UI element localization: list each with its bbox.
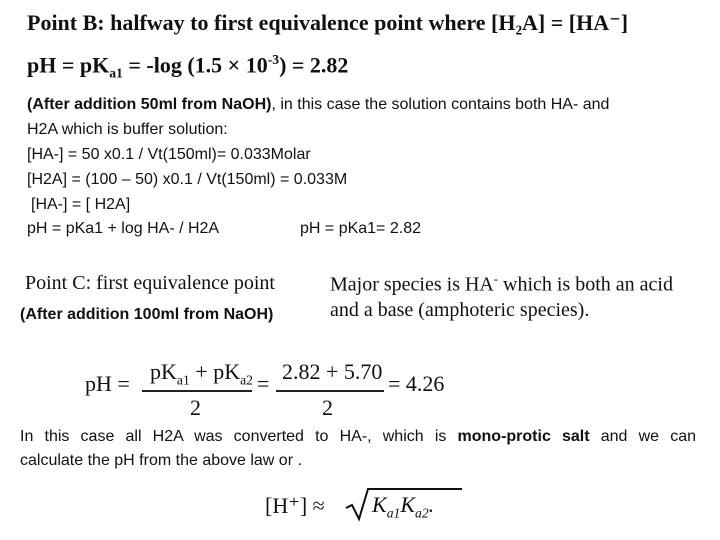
eq-ph: pH = (85, 371, 130, 396)
species-sup: - (493, 272, 498, 286)
conclusion-bold: mono-protic salt (457, 428, 590, 445)
conclusion-line2: calculate the pH from the above law or . (20, 452, 302, 469)
fraction-bar-1 (142, 390, 252, 392)
point-b-heading: Point B: halfway to first equivalence point where [H₂A] = [HA⁻] (27, 10, 629, 35)
explanation-b-bold: (After addition 50ml from NaOH) (27, 96, 272, 113)
point-c-addition-note: (After addition 100ml from NaOH) (20, 306, 274, 323)
sqrt-radicand (372, 492, 434, 521)
pk-a2: pK (213, 359, 241, 384)
pk-a1: pK (150, 359, 177, 384)
eq-denominator-1: 2 (190, 395, 201, 420)
formula-sup: -3 (267, 52, 280, 67)
sqrt-trailing-dot: . (428, 492, 435, 517)
conclusion-line1 (20, 428, 696, 446)
eq-plus: + (195, 359, 208, 384)
h-plus-lhs: [H⁺] ≈ (265, 493, 325, 518)
point-c-species-line2: and a base (amphoteric species). (330, 299, 590, 321)
eq-equals: = (257, 371, 270, 396)
explanation-b-rest: , in this case the solution contains both HA- and (271, 96, 610, 113)
point-c-heading: Point C: first equivalence point (25, 272, 275, 294)
explanation-b-line5: [HA-] = [ H2A] (31, 196, 131, 213)
fraction-bar-2 (276, 390, 384, 392)
species-b: which is both an acid (498, 273, 673, 296)
conclusion-b: and we can (589, 428, 696, 445)
formula-lhs: pH = pK (27, 52, 110, 78)
formula-mid: = -log (1.5 × 10 (122, 52, 268, 78)
k-a1: K (372, 492, 387, 517)
conclusion-a: In this case all H2A was converted to HA-, which is (20, 428, 458, 445)
pk-a2-sub: a2 (240, 372, 253, 388)
k-a1-sub: a1 (386, 505, 401, 521)
explanation-b-line2: H2A which is buffer solution: (27, 121, 228, 138)
eq-denominator-2: 2 (322, 395, 333, 420)
eq-result: = 4.26 (388, 371, 445, 396)
pk-a1-sub: a1 (176, 372, 190, 388)
formula-sub: a1 (109, 65, 123, 81)
explanation-b-line4: [H2A] = (100 – 50) x0.1 / Vt(150ml) = 0.033M (27, 171, 348, 188)
explanation-b-line3: [HA-] = 50 x0.1 / Vt(150ml)= 0.033Molar (27, 146, 311, 163)
k-a2: K (400, 492, 415, 517)
explanation-b-line6b: pH = pKa1= 2.82 (300, 220, 421, 237)
formula-rhs: ) = 2.82 (279, 52, 349, 78)
eq-numerator-1 (150, 359, 253, 388)
eq-numerator-2: 2.82 + 5.70 (282, 359, 383, 384)
species-a: Major species is HA (330, 273, 494, 296)
explanation-b-line6a: pH = pKa1 + log HA- / H2A (27, 220, 220, 237)
k-a2-sub: a2 (415, 505, 429, 521)
h-plus-formula (265, 493, 325, 519)
